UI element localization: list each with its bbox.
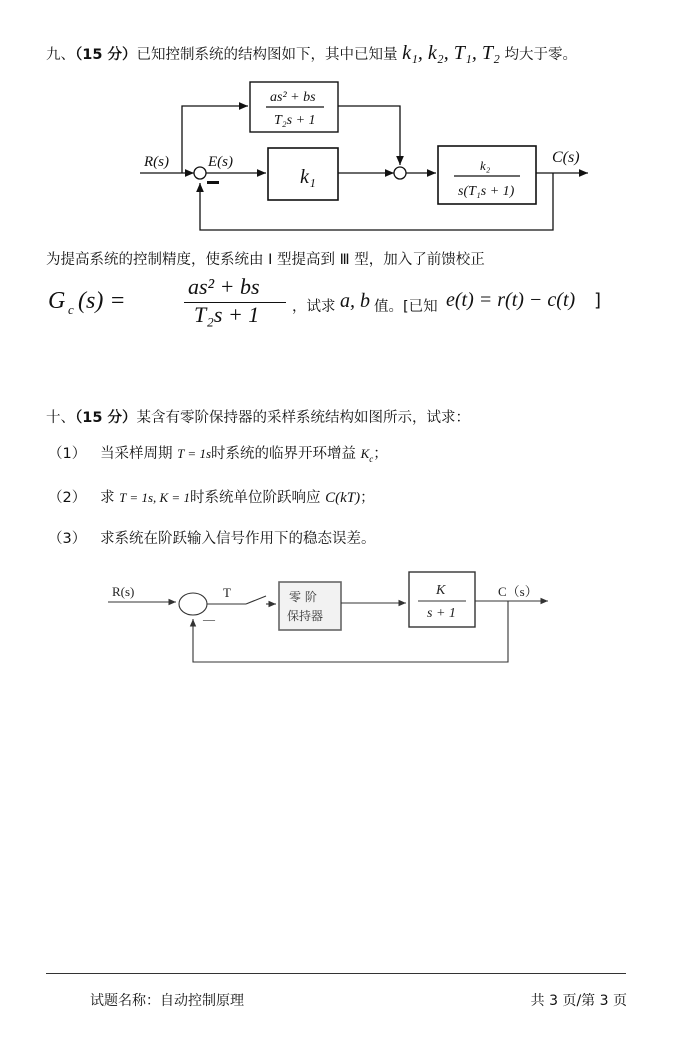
q10-item-1-post2: ； [373, 446, 388, 462]
gc-known: e(t) = r(t) − c(t) [446, 289, 576, 311]
q10-item-1-post: 时系统的临界开环增益 [211, 446, 356, 462]
zoh-line-1: 零 阶 [289, 590, 317, 604]
q9-line2: 为提高系统的控制精度，使系统由 Ⅰ 型提高到 Ⅲ 型，加入了前馈校正 [46, 252, 485, 268]
q9-params: k₁, k₂, T₁, T₂ [402, 42, 500, 64]
q10-item-2-num: （2） [48, 490, 87, 506]
q10-item-1-sub: c [369, 453, 374, 464]
error-label-es: E(s) [208, 154, 233, 170]
plant-denominator: s(T₁s + 1) [458, 184, 515, 199]
footer-exam-title: 试题名称：自动控制原理 [90, 993, 244, 1009]
ff-numerator: as² + bs [270, 90, 316, 105]
q9-score: （15 分） [75, 47, 137, 63]
gc-tail2: 值。[已知 [374, 299, 438, 315]
q10-plant-numerator: K [436, 583, 446, 598]
q10-item-2-post2: ； [360, 490, 375, 506]
q10-item-2-math2: C(kT) [325, 490, 361, 506]
footer-page-number: 共 3 页/第 3 页 [530, 993, 627, 1009]
zoh-line-2: 保持器 [287, 609, 324, 623]
gc-sub: c [68, 302, 74, 317]
q10-output-label: C（s） [498, 584, 538, 599]
gc-arg: (s) = [78, 288, 126, 314]
q10-item-1-math: T = 1s [177, 446, 211, 461]
q10-item-1-pre: 当采样周期 [100, 446, 173, 462]
gc-lhs: G [48, 288, 66, 314]
gc-numerator: as² + bs [188, 274, 260, 299]
q10-text: 某含有零阶保持器的采样系统结构如图所示，试求： [136, 410, 470, 426]
q10-number: 十、 [46, 410, 75, 426]
input-label-rs: R(s) [144, 154, 169, 170]
q10-input-label: R(s) [112, 584, 135, 599]
q10-item-2-math: T = 1s, K = 1 [119, 490, 190, 505]
output-label-cs: C(s) [552, 149, 580, 166]
q9-number: 九、 [46, 47, 75, 63]
gain-label-k1: k₁ [300, 166, 316, 188]
sampler-switch [246, 596, 266, 604]
ff-denominator: T₂s + 1 [274, 113, 316, 128]
q10-item-1-math2: K [360, 446, 370, 461]
q9-tail: 均大于零。 [504, 47, 578, 63]
gc-tail1: ，试求 [292, 299, 336, 315]
plant-numerator: k₂ [480, 158, 491, 173]
q10-plant-denominator: s + 1 [427, 606, 456, 621]
sampler-label-t: T [223, 585, 231, 600]
gc-close: ] [594, 290, 602, 311]
q9-text: 已知控制系统的结构图如下，其中已知量 [136, 47, 398, 63]
q10-item-1-num: （1） [48, 446, 87, 462]
q10-minus-label: — [203, 612, 215, 626]
q10-item-2-pre: 求 [100, 490, 115, 506]
q10-item-3-num: （3） [48, 531, 87, 547]
gc-vars: a, b [340, 290, 370, 312]
q10-item-3-pre: 求系统在阶跃输入信号作用下的稳态误差。 [100, 531, 376, 547]
footer-rule [46, 973, 626, 974]
q10-score: （15 分） [75, 410, 137, 426]
q10-item-2-post: 时系统单位阶跃响应 [189, 490, 321, 506]
gc-denominator: T₂s + 1 [194, 302, 260, 327]
